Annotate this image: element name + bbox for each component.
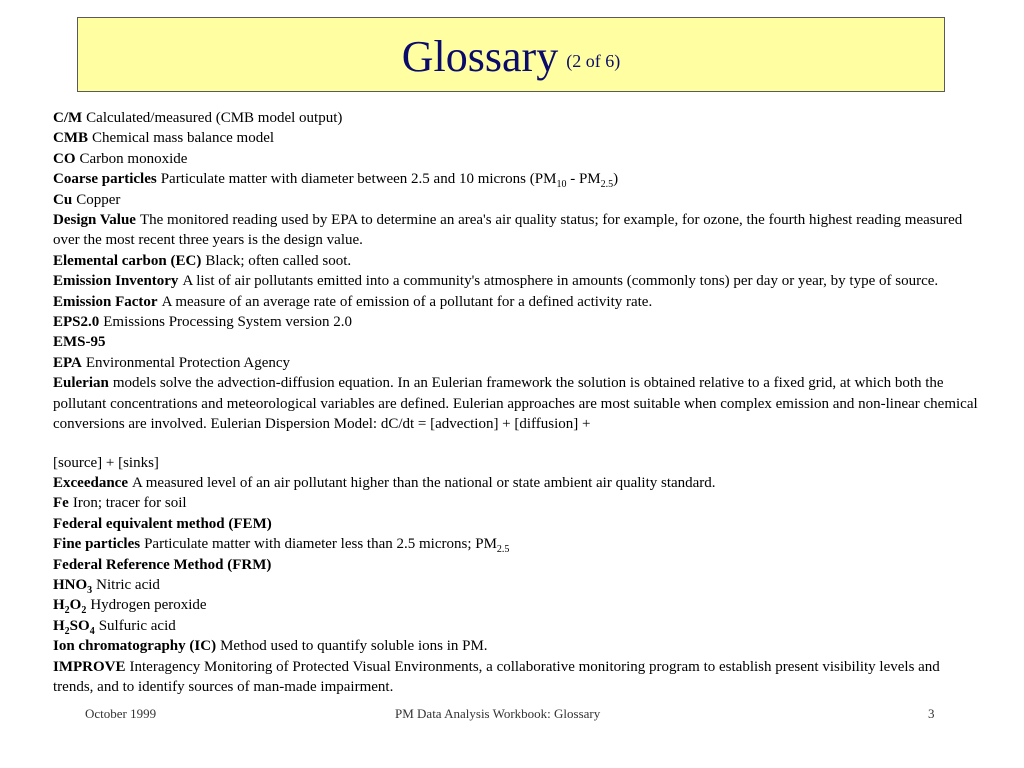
glossary-entry-emission-inventory: [53, 271, 978, 291]
footer-page-number: 3: [928, 706, 935, 721]
term: EMS-95: [53, 334, 106, 351]
subscript: 2.5: [600, 179, 614, 191]
term: [53, 576, 93, 596]
definition: Iron; tracer for soil: [72, 495, 187, 512]
glossary-entry-exceedance: [53, 473, 978, 493]
term: Exceedance: [53, 474, 128, 491]
glossary-entry-co: [53, 149, 978, 169]
glossary-entry-ems95: [53, 332, 978, 352]
title-box: [77, 17, 945, 92]
definition: A list of air pollutants emitted into a community's atmosphere in amounts (commonly tons) per day or year, by type of source.: [182, 273, 939, 290]
glossary-entry-frm: [53, 555, 978, 575]
definition: Environmental Protection Agency: [85, 354, 291, 371]
term-text: H: [53, 597, 65, 614]
glossary-entry-eulerian-continued: [53, 453, 978, 473]
term: IMPROVE: [53, 658, 126, 675]
definition-text: - PM: [566, 171, 601, 188]
glossary-entry-fine-particles: [53, 534, 978, 554]
title-subtitle: (2 of 6): [566, 51, 621, 71]
term: Fine particles: [53, 536, 141, 553]
term: [53, 597, 87, 617]
glossary-entry-cmb: [53, 128, 978, 148]
glossary-entry-eps2: [53, 312, 978, 332]
definition: Method used to quantify soluble ions in PM.: [220, 638, 488, 655]
definition: Black; often called soot.: [205, 252, 352, 269]
term: Design Value: [53, 212, 136, 229]
term: Ion chromatography (IC): [53, 638, 217, 655]
term: Eulerian: [53, 375, 109, 392]
term-text: SO: [69, 617, 90, 634]
term: Coarse particles: [53, 171, 157, 188]
definition: models solve the advection-diffusion equation. In an Eulerian framework the solution is obtained relative to a fixed grid, at which both the pollutant concentrations and meteorological variables are defined. Eulerian approaches are most suitable when complex emission and non-linear chemical conversions are involved. Eulerian Dispersion Model: dC/dt = [advection] + [diffusion] +: [53, 375, 978, 433]
term-text: H: [53, 617, 65, 634]
term: EPS2.0: [53, 314, 100, 331]
glossary-entry-design-value: [53, 210, 978, 251]
definition: Copper: [76, 191, 121, 208]
definition-text: Particulate matter with diameter less than 2.5 microns; PM: [144, 536, 497, 553]
term: Emission Factor: [53, 293, 158, 310]
glossary-entry-h2o2: [53, 595, 978, 615]
glossary-entry-coarse-particles: [53, 169, 978, 189]
definition-text: Particulate matter with diameter between 2.5 and 10 microns (PM: [160, 171, 557, 188]
term: Cu: [53, 191, 73, 208]
term: Emission Inventory: [53, 273, 179, 290]
term: CMB: [53, 130, 88, 147]
glossary-entry-fem: [53, 514, 978, 534]
term: Federal Reference Method (FRM): [53, 556, 272, 573]
footer-title: PM Data Analysis Workbook: Glossary: [395, 706, 601, 721]
definition: [144, 536, 510, 556]
term: Elemental carbon (EC): [53, 252, 202, 269]
glossary-list: [53, 108, 978, 697]
subscript: 10: [556, 179, 567, 191]
subscript: 2.5: [496, 544, 510, 556]
definition: A measure of an average rate of emission of a pollutant for a defined activity rate.: [161, 293, 653, 310]
glossary-entry-improve: [53, 657, 978, 698]
title-main: Glossary: [401, 32, 559, 81]
glossary-entry-h2so4: [53, 616, 978, 636]
slide-title: [401, 32, 621, 81]
term-text: O: [69, 597, 82, 614]
glossary-entry-ion-chromatography: [53, 636, 978, 656]
glossary-entry-cu: [53, 190, 978, 210]
glossary-entry-hno3: [53, 575, 978, 595]
glossary-entry-elemental-carbon: [53, 251, 978, 271]
subscript: 2: [64, 625, 70, 637]
definition: Carbon monoxide: [79, 150, 188, 167]
term: Federal equivalent method (FEM): [53, 515, 272, 532]
definition-continued: [source] + [sinks]: [53, 454, 159, 471]
glossary-entry-epa: [53, 353, 978, 373]
definition: Emissions Processing System version 2.0: [103, 314, 353, 331]
definition: Calculated/measured (CMB model output): [86, 110, 343, 126]
definition: Nitric acid: [96, 576, 160, 593]
term: [53, 617, 95, 637]
glossary-entry-eulerian: [53, 373, 978, 434]
subscript: 2: [64, 605, 70, 617]
term: CO: [53, 150, 76, 167]
subscript: 2: [81, 605, 87, 617]
definition: Hydrogen peroxide: [90, 597, 207, 614]
definition: The monitored reading used by EPA to determine an area's air quality status; for example, for ozone, the fourth highest reading measured over the most recent three years is the design value.: [53, 212, 963, 249]
footer-date: October 1999: [85, 706, 157, 721]
definition: Sulfuric acid: [98, 617, 176, 634]
glossary-entry-fe: [53, 493, 978, 513]
term: C/M: [53, 110, 83, 126]
term: Fe: [53, 495, 69, 512]
definition: Interagency Monitoring of Protected Visual Environments, a collaborative monitoring program to establish present visibility levels and trends, and to identify sources of man-made impairment.: [53, 658, 940, 695]
glossary-entry-emission-factor: [53, 292, 978, 312]
definition: [160, 171, 619, 191]
definition: A measured level of an air pollutant higher than the national or state ambient air quality standard.: [131, 474, 716, 491]
subscript: 4: [89, 625, 95, 637]
term-text: HNO: [53, 576, 88, 593]
term: EPA: [53, 354, 82, 371]
glossary-entry-cm: [53, 108, 978, 128]
definition: Chemical mass balance model: [92, 130, 275, 147]
definition-text: ): [613, 171, 619, 188]
subscript: 3: [87, 584, 93, 596]
